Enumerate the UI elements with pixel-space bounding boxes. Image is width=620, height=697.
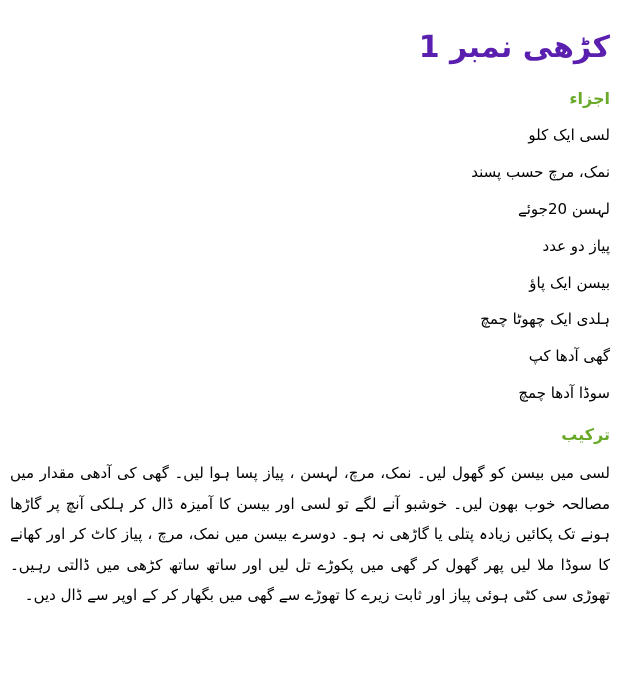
ingredient-item: سوڈا آدھا چمچ [518, 384, 610, 403]
ingredients-list [471, 124, 610, 419]
ingredient-item: ہلدی ایک چھوٹا چمچ [480, 310, 610, 329]
ingredient-item: لسی ایک کلو [528, 126, 610, 144]
method-paragraph: لسی میں بیسن کو گھول لیں۔ نمک، مرچ، لہسن ، پیاز پسا ہوا لیں۔ گھی کی آدھی مقدار میں مصالحہ خوب بھون لیں۔ خوشبو آنے لگے تو لسی اور بیسن کا آمیزہ ڈال کر ہلکی آنچ پر گاڑھا ہونے تک پکائیں زیادہ پتلی یا گاڑھی نہ ہو۔ دوسرے بیسن میں نمک، مرچ ، پیاز کاٹ کر اور کھانے کا سوڈا ملا لیں پھر گھول کر گھی میں پکوڑے تل لیں اور ساتھ ساتھ کڑھی میں ڈالتی رہیں۔ تھوڑی سی کٹی ہوئی پیاز اور ثابت زیرے کا تھوڑے سے گھی میں بگھار کر کے اوپر سے ڈال دیں۔ [10, 464, 610, 604]
ingredient-item: لہسن 20جوئے [517, 199, 610, 218]
ingredient-item: بیسن ایک پاؤ [529, 273, 610, 292]
ingredient-item: گھی آدھا کپ [528, 347, 610, 366]
ingredient-item: نمک، مرچ حسب پسند [471, 162, 610, 181]
recipe-title: کڑھی نمبر 1 [418, 30, 610, 65]
method-heading: ترکیب [561, 425, 610, 444]
ingredient-item: پیاز دو عدد [542, 236, 610, 255]
ingredients-heading: اجزاء [569, 89, 610, 108]
